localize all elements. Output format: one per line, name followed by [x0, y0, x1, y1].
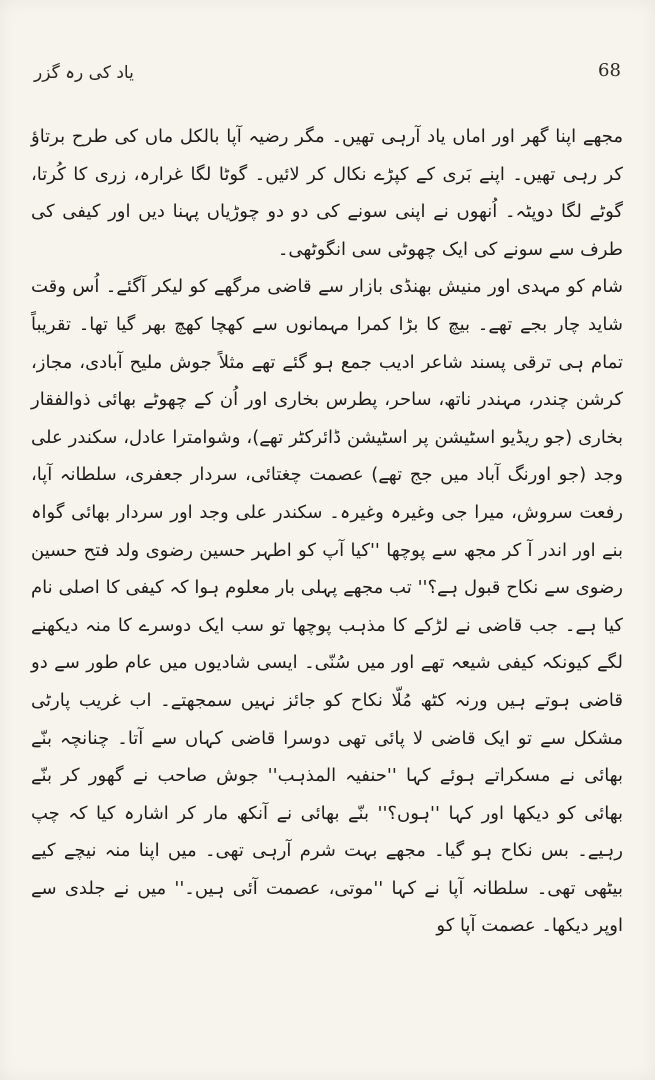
page-number: 68 — [598, 60, 621, 81]
body-text — [31, 118, 623, 945]
paragraph: مجھے اپنا گھر اور اماں یاد آرہی تھیں۔ مگر رضیہ آپا بالکل ماں کی طرح برتاؤ کر رہی تھیں۔ اپنے بَری کے کپڑے نکال کر لائیں۔ گوٹا لگا غرارہ، زری کا کُرتا، گوٹے لگا دوپٹہ۔ اُنھوں نے اپنی سونے کی دو دو چوڑیاں پہنا دیں اور کیفی کی طرف سے سونے کی ایک چھوٹی سی انگوٹھی۔ — [31, 126, 623, 260]
running-title: یاد کی رہ گزر — [34, 63, 134, 83]
paragraph: شام کو مہدی اور منیش بھنڈی بازار سے قاضی مرگھے کو لیکر آگئے۔ اُس وقت شاید چار بجے تھے۔ بیچ کا بڑا کمرا مہمانوں سے کھچا کھچ بھر گیا تھا۔ تقریباً تمام ہی ترقی پسند شاعر ادیب جمع ہو گئے تھے مثلاً جوش ملیح آبادی، مجاز، کرشن چندر، مہندر ناتھ، ساحر، پطرس بخاری اور اُن کے چھوٹے بھائی ذوالفقار بخاری (جو ریڈیو اسٹیشن پر اسٹیشن ڈائرکٹر تھے)، وشوامترا عادل، سکندر علی وجد (جو اورنگ آباد میں جج تھے) عصمت چغتائی، سردار جعفری، سلطانہ آپا، رفعت سروش، میرا جی وغیرہ وغیرہ۔ سکندر علی وجد اور سردار بھائی گواہ بنے اور اندر آ کر مجھ سے پوچھا ''کیا آپ کو اطہر حسین رضوی ولد فتح حسین رضوی سے نکاح قبول ہے؟'' تب مجھے پہلی بار معلوم ہوا کہ کیفی کا اصلی نام کیا ہے۔ جب قاضی نے لڑکے کا مذہب پوچھا تو سب ایک دوسرے کا منہ دیکھنے لگے کیونکہ کیفی شیعہ تھے اور میں سُنّی۔ ایسی شادیوں میں عام طور سے دو قاضی ہوتے ہیں ورنہ کٹھ مُلّا نکاح کو جائز نہیں سمجھتے۔ اب غریب پارٹی مشکل سے تو ایک قاضی لا پائی تھی دوسرا قاضی کہاں سے آتا۔ چنانچہ بنّے بھائی نے مسکراتے ہوئے کہا ''حنفیہ المذہب'' جوش صاحب نے گھور کر بنّے بھائی کو دیکھا اور کہا ''ہوں؟'' بنّے بھائی نے آنکھ مار کر اشارہ کیا کہ چپ رہیے۔ بس نکاح ہو گیا۔ مجھے بہت شرم آرہی تھی۔ میں اپنا منہ نیچے کیے بیٹھی تھی۔ سلطانہ آپا نے کہا ''موتی، عصمت آئی ہیں۔'' میں نے جلدی سے اوپر دیکھا۔ عصمت آپا کو — [31, 276, 623, 937]
page-header — [34, 52, 621, 86]
